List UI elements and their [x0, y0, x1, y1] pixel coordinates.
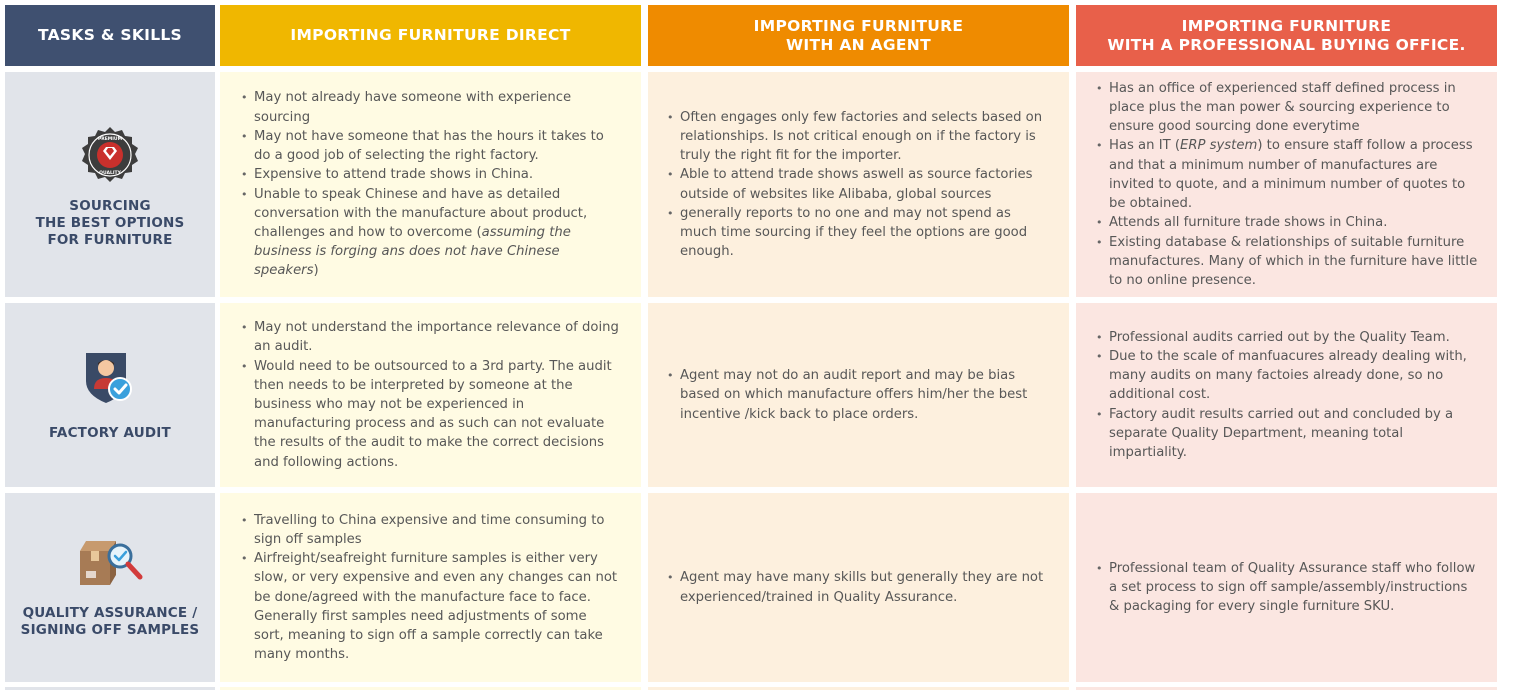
bullet-list [667, 568, 1049, 606]
cell-sourcing-agent [648, 72, 1069, 297]
list-item: • Due to the scale of manfuacures already dealing with, many audits on many factoies already done, so no additional cost. [1096, 347, 1479, 405]
list-item: • Expensive to attend trade shows in China. [241, 165, 619, 184]
list-item-italic: ERP system [1179, 138, 1258, 154]
list-item: • Attends all furniture trade shows in China. [1096, 213, 1479, 232]
list-item-text: Has an IT ( [1109, 138, 1180, 154]
list-item-tail: ) [313, 263, 319, 279]
list-item: • generally reports to no one and may not spend as much time sourcing if they feel the options are good enough. [667, 204, 1049, 262]
list-item: • Travelling to China expensive and time consuming to sign off samples [241, 511, 619, 549]
list-item: • Able to attend trade shows aswell as source factories outside of websites like Alibaba, global sources [667, 165, 1049, 203]
list-item: • Professional team of Quality Assurance staff who follow a set process to sign off sample/assembly/instructions & packaging for every single furniture SKU. [1096, 559, 1479, 617]
bullet-list [1096, 559, 1479, 617]
bullet-list [1096, 328, 1479, 462]
list-item: • Factory audit results carried out and concluded by a separate Quality Department, meaning total impartiality. [1096, 405, 1479, 463]
header-importing-direct: IMPORTING FURNITURE DIRECT [220, 5, 641, 66]
list-item-text: Unable to speak Chinese and have as detailed conversation with the manufacture about product, challenges and how to overcome ( [254, 186, 588, 240]
row-label-text: SOURCING THE BEST OPTIONS FOR FURNITURE [35, 198, 185, 248]
list-item-tail: ) to ensure staff follow a process and that a minimum number of manufactures are invited to quote, and a minimum number of quotes to be obtained. [1109, 138, 1473, 212]
bullet-list [241, 511, 619, 665]
cell-qa-office [1076, 493, 1497, 682]
bullet-list [667, 108, 1049, 262]
header-tasks-skills: TASKS & SKILLS [5, 5, 215, 66]
list-item-italic: assuming the business is forging ans does not have Chinese speakers [254, 224, 571, 279]
list-item: • Agent may not do an audit report and may be bias based on which manufacture offers him/her the best incentive /kick back to place orders. [667, 366, 1049, 424]
row-label-text: FACTORY AUDIT [49, 424, 171, 441]
list-item: • May not already have someone with experience sourcing [241, 88, 619, 126]
list-item: • May not have someone that has the hours it takes to do a good job of selecting the right factory. [241, 127, 619, 165]
cell-qa-agent [648, 493, 1069, 682]
list-item: • Would need to be outsourced to a 3rd party. The audit then needs to be interpreted by someone at the business who may not be experienced in manufacturing process and as such can not evaluate the results of the audit to make the correct decisions and following actions. [241, 357, 619, 472]
list-item: • Has an office of experienced staff defined process in place plus the man power & sourcing experience to ensure good sourcing done everytime [1096, 79, 1479, 137]
list-item [241, 185, 619, 281]
cell-audit-office [1076, 303, 1497, 487]
bullet-list [241, 88, 619, 280]
cell-sourcing-direct [220, 72, 641, 297]
list-item: • May not understand the importance relevance of doing an audit. [241, 318, 619, 356]
bullet-list [1096, 79, 1479, 290]
cell-audit-agent [648, 303, 1069, 487]
badge-text-quality: QUALITY [99, 171, 121, 176]
bullet-list [667, 366, 1049, 424]
cell-audit-direct [220, 303, 641, 487]
auditor-shield-icon [82, 349, 138, 405]
row-label-text: QUALITY ASSURANCE / SIGNING OFF SAMPLES [20, 604, 200, 638]
row-label-factory-audit [5, 303, 215, 487]
list-item: • Professional audits carried out by the Quality Team. [1096, 328, 1479, 347]
row-label-sourcing [5, 72, 215, 297]
list-item: • Often engages only few factories and selects based on relationships. Is not critical enough on if the factory is truly the right fit for the importer. [667, 108, 1049, 166]
box-magnifier-icon [76, 537, 144, 589]
header-importing-buying-office: IMPORTING FURNITURE WITH A PROFESSIONAL BUYING OFFICE. [1076, 5, 1497, 66]
bullet-list [241, 318, 619, 472]
list-item: • Existing database & relationships of suitable furniture manufactures. Many of which in the furniture have little to no online presence. [1096, 233, 1479, 291]
premium-quality-badge-icon [79, 126, 141, 188]
list-item: • Airfreight/seafreight furniture samples is either very slow, or very expensive and even any changes can not be done/agreed with the manufacture face to face. Generally first samples need adjustments of some sort, meaning to sign off a sample correctly can take many months. [241, 549, 619, 664]
list-item [1096, 136, 1479, 213]
header-importing-agent: IMPORTING FURNITURE WITH AN AGENT [648, 5, 1069, 66]
list-item: • Agent may have many skills but generally they are not experienced/trained in Quality Assurance. [667, 568, 1049, 606]
row-label-quality-assurance [5, 493, 215, 682]
cell-qa-direct [220, 493, 641, 682]
cell-sourcing-office [1076, 72, 1497, 297]
badge-text-premium: PREMIUM [97, 137, 123, 142]
